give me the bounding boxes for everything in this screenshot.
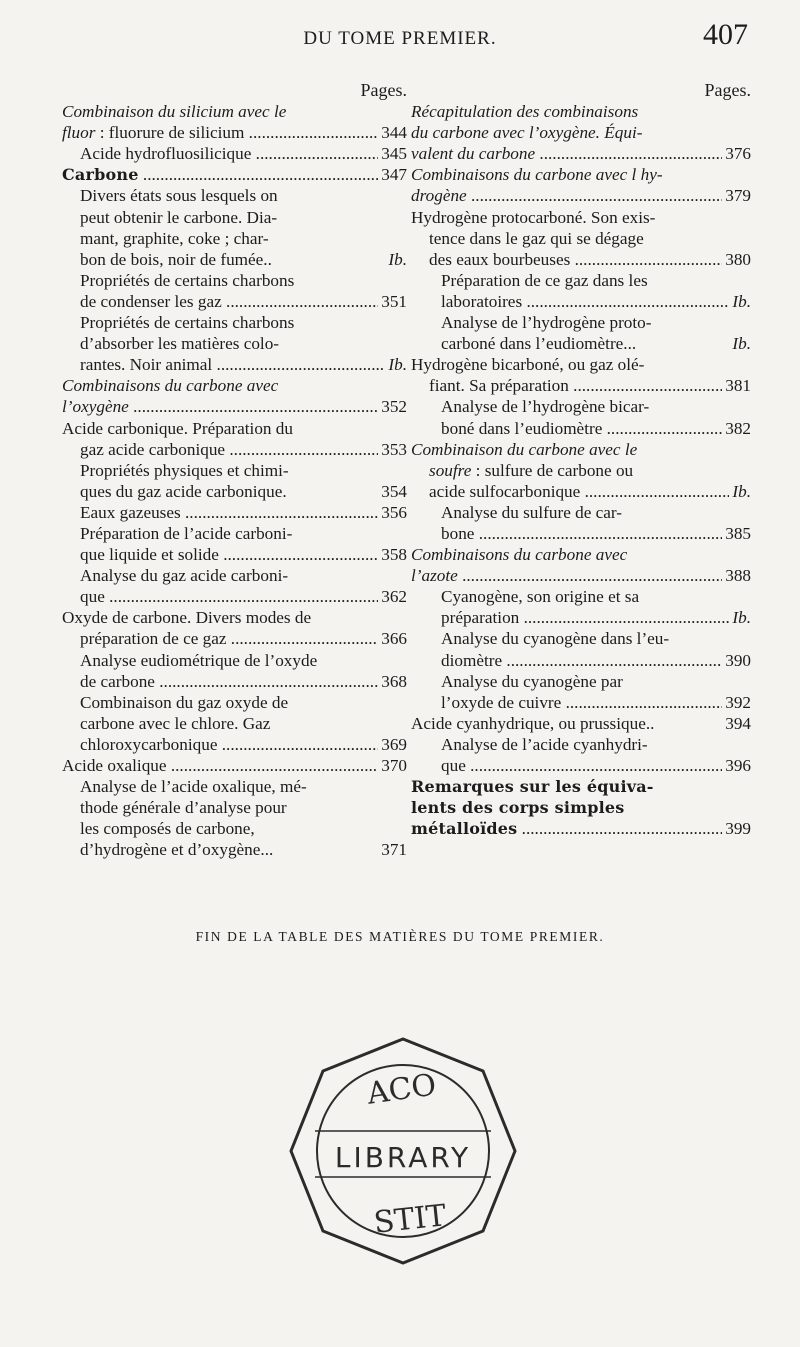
page-ref: 351	[381, 291, 407, 311]
stamp-center-text: LIBRARY	[334, 1141, 472, 1174]
page-ref: 354	[381, 481, 407, 501]
library-stamp	[285, 1033, 521, 1269]
toc-line-rest: : sulfure de carbone ou	[471, 460, 634, 480]
toc-line-text: l’oxyde de cuivre	[441, 692, 562, 712]
toc-line	[411, 502, 751, 523]
toc-line-text: Analyse de l’hydrogène bicar-	[441, 397, 650, 417]
toc-line-text: l’oxygène	[62, 397, 129, 417]
toc-line-text: que	[441, 756, 466, 775]
toc-line	[411, 628, 751, 649]
toc-line-text: tence dans le gaz qui se dégage	[429, 228, 644, 248]
toc-line	[411, 439, 751, 460]
toc-line	[411, 270, 751, 291]
toc-line	[62, 354, 407, 375]
toc-line-text: laboratoires	[441, 291, 523, 311]
toc-line	[62, 396, 407, 417]
toc-line-text: drogène	[411, 186, 467, 206]
toc-line-text: Combinaison du silicium avec le	[62, 102, 287, 122]
running-head	[0, 18, 800, 58]
toc-line-text: carboné dans l’eudiomètre...	[441, 334, 637, 354]
toc-line	[62, 312, 407, 333]
page-ref: Ib.	[732, 481, 751, 501]
toc-line-text: Divers états sous lesquels on	[80, 186, 278, 206]
toc-line	[411, 671, 751, 692]
page-number: 407	[703, 18, 748, 51]
toc-line	[411, 354, 751, 375]
toc-line	[411, 185, 751, 206]
page-ref: 356	[381, 502, 407, 522]
toc-line	[411, 396, 751, 417]
toc-line	[62, 734, 407, 755]
page-ref: 344	[381, 123, 407, 143]
toc-line-text: que liquide et solide	[80, 545, 219, 565]
toc-line	[411, 713, 751, 734]
toc-line-text: Combinaison du gaz oxyde de	[80, 692, 289, 712]
page-ref: 380	[725, 249, 751, 269]
toc-line	[411, 586, 751, 607]
page-ref: 390	[725, 650, 751, 670]
toc-line-text: bon de bois, noir de fumée..	[80, 249, 272, 269]
toc-line-text: acide sulfocarbonique	[429, 481, 581, 501]
toc-line-text: Analyse eudiométrique de l’oxyde	[80, 650, 318, 670]
toc-line	[62, 164, 407, 185]
toc-line	[62, 650, 407, 671]
toc-line-text: Acide carbonique. Préparation du	[62, 418, 293, 438]
toc-line-text: Oxyde de carbone. Divers modes de	[62, 608, 312, 628]
toc-line-text: ques du gaz acide carbonique.	[80, 481, 287, 501]
toc-line	[62, 270, 407, 291]
toc-line-text: rantes. Noir animal	[80, 355, 213, 375]
toc-line-text: Cyanogène, son origine et sa	[441, 587, 640, 607]
toc-line-text: Combinaisons du carbone avec	[411, 545, 628, 565]
toc-line	[62, 291, 407, 312]
toc-line-text: gaz acide carbonique	[80, 439, 226, 459]
page-ref: 366	[381, 629, 407, 649]
toc-line-text: Combinaison du carbone avec le	[411, 439, 638, 459]
page-ref: 368	[381, 671, 407, 691]
toc-line-text: Analyse du sulfure de car-	[441, 502, 623, 522]
toc-line	[62, 228, 407, 249]
page-ref: 370	[381, 756, 407, 775]
toc-line-text: de condenser les gaz	[80, 291, 222, 311]
toc-line	[411, 101, 751, 122]
toc-column-right	[411, 80, 751, 839]
toc-line	[62, 544, 407, 565]
toc-line	[62, 460, 407, 481]
toc-line	[411, 312, 751, 333]
toc-line	[62, 797, 407, 818]
toc-line-text: Analyse du cyanogène par	[441, 671, 623, 691]
toc-line	[411, 249, 751, 270]
toc-line-text: peut obtenir le carbone. Dia-	[80, 207, 278, 227]
toc-line-text: Carbone	[62, 165, 139, 185]
toc-line	[62, 122, 407, 143]
page-ref: 358	[381, 545, 407, 565]
toc-line	[411, 460, 751, 481]
page-ref: Ib.	[732, 291, 751, 311]
toc-line	[62, 818, 407, 839]
toc-line-text: les composés de carbone,	[80, 819, 255, 839]
toc-line	[411, 776, 751, 797]
toc-line	[411, 481, 751, 502]
page-ref: 381	[725, 376, 751, 396]
toc-line-text: Propriétés de certains charbons	[80, 270, 295, 290]
toc-lines-right	[411, 101, 751, 839]
toc-line-text: d’absorber les matières colo-	[80, 334, 280, 354]
toc-line-text: Combinaisons du carbone avec l hy-	[411, 165, 663, 185]
toc-line-text: Hydrogène bicarboné, ou gaz olé-	[411, 355, 645, 375]
toc-line-text: préparation de ce gaz	[80, 629, 227, 649]
page-ref: Ib.	[388, 249, 407, 269]
toc-line-text: Hydrogène protocarboné. Son exis-	[411, 207, 656, 227]
toc-line	[62, 333, 407, 354]
toc-line-text: carbone avec le chlore. Gaz	[80, 713, 271, 733]
toc-line-text: Récapitulation des combinaisons	[411, 102, 639, 122]
toc-line	[62, 713, 407, 734]
toc-line	[62, 586, 407, 607]
page-ref: Ib.	[732, 334, 751, 354]
toc-line	[411, 818, 751, 839]
toc-line	[62, 523, 407, 544]
toc-line	[62, 839, 407, 860]
page-ref: 347	[381, 165, 407, 185]
page-ref: 376	[725, 144, 751, 164]
toc-line-text: Propriétés physiques et chimi-	[80, 460, 289, 480]
toc-line-text: Préparation de ce gaz dans les	[441, 270, 648, 290]
toc-line-rest: : fluorure de silicium	[95, 123, 245, 143]
toc-line	[62, 418, 407, 439]
toc-line-text: Combinaisons du carbone avec	[62, 376, 279, 396]
toc-line-text: l’azote	[411, 566, 458, 586]
toc-line	[411, 544, 751, 565]
toc-line-text: du carbone avec l’oxygène. Équi-	[411, 123, 643, 143]
toc-line	[411, 291, 751, 312]
toc-line	[411, 228, 751, 249]
page-ref: 385	[725, 523, 751, 543]
toc-line-text: Analyse de l’hydrogène proto-	[441, 313, 652, 333]
toc-line	[411, 164, 751, 185]
page-ref: 345	[381, 144, 407, 164]
toc-line	[411, 734, 751, 755]
page-ref: Ib.	[388, 355, 407, 375]
stamp-bottom-text: STIT	[372, 1198, 448, 1241]
toc-line-text: que	[80, 587, 105, 607]
toc-line-text: Analyse du gaz acide carboni-	[80, 566, 289, 586]
toc-line	[62, 439, 407, 460]
toc-line-text: chloroxycarbonique	[80, 734, 218, 754]
toc-line	[62, 607, 407, 628]
toc-line-text: Eaux gazeuses	[80, 502, 181, 522]
toc-line-italic: soufre	[429, 460, 472, 480]
toc-line-text: préparation	[441, 608, 520, 628]
toc-line-text: Acide cyanhydrique, ou prussique..	[411, 713, 655, 733]
end-of-table-note: FIN DE LA TABLE DES MATIÈRES DU TOME PREMIER.	[195, 929, 605, 944]
toc-line	[411, 207, 751, 228]
toc-line	[411, 650, 751, 671]
stamp-ring-text: ACO	[364, 1067, 439, 1112]
page-ref: 362	[381, 587, 407, 607]
toc-line-text: lents des corps simples	[411, 798, 625, 818]
toc-line	[62, 375, 407, 396]
toc-line-text	[429, 461, 633, 480]
running-title: DU TOME PREMIER.	[303, 28, 497, 49]
toc-line-text: des eaux bourbeuses	[429, 249, 571, 269]
page-ref: 399	[725, 819, 751, 839]
toc-line-text: métalloïdes	[411, 819, 518, 839]
toc-line-italic: fluor	[62, 123, 96, 143]
toc-line-text: Remarques sur les équiva-	[411, 777, 654, 797]
toc-line	[411, 755, 751, 776]
toc-line-text: thode générale d’analyse pour	[80, 798, 287, 818]
toc-line	[62, 502, 407, 523]
toc-line-text: diomètre	[441, 650, 503, 670]
toc-line	[62, 101, 407, 122]
toc-line	[411, 565, 751, 586]
toc-line	[62, 671, 407, 692]
toc-line	[411, 122, 751, 143]
toc-line	[62, 692, 407, 713]
page-ref: 371	[381, 840, 407, 860]
page-ref: 369	[381, 734, 407, 754]
pages-label-right: Pages.	[704, 80, 751, 100]
toc-line-text: fiant. Sa préparation	[429, 376, 569, 396]
toc-line-text: Analyse du cyanogène dans l’eu-	[441, 629, 670, 649]
toc-line	[62, 755, 407, 776]
toc-lines-left	[62, 101, 407, 860]
toc-line-text: Analyse de l’acide oxalique, mé-	[80, 777, 307, 797]
toc-line	[62, 185, 407, 206]
toc-line	[411, 607, 751, 628]
toc-line-text: Acide hydrofluosilicique	[80, 144, 252, 164]
toc-line	[62, 776, 407, 797]
page-ref: 392	[725, 692, 751, 712]
page-ref: 379	[725, 186, 751, 206]
toc-line	[411, 333, 751, 354]
toc-line-text: Acide oxalique	[62, 756, 167, 775]
page-ref: 382	[725, 418, 751, 438]
toc-line-text: Propriétés de certains charbons	[80, 313, 295, 333]
toc-line-text: Analyse de l’acide cyanhydri-	[441, 734, 648, 754]
toc-line	[62, 481, 407, 502]
toc-line	[62, 143, 407, 164]
toc-line	[411, 418, 751, 439]
toc-line-text: bone	[441, 523, 475, 543]
toc-line-text: mant, graphite, coke ; char-	[80, 228, 269, 248]
page-ref: 388	[725, 566, 751, 586]
toc-line-text: Préparation de l’acide carboni-	[80, 523, 293, 543]
toc-line	[62, 565, 407, 586]
toc-column-left	[62, 80, 407, 860]
toc-line	[62, 628, 407, 649]
toc-line	[411, 692, 751, 713]
toc-line-text: valent du carbone	[411, 144, 536, 164]
toc-line	[62, 207, 407, 228]
toc-line	[411, 523, 751, 544]
pages-label-left: Pages.	[360, 80, 407, 100]
toc-line	[62, 249, 407, 270]
toc-line-text	[62, 123, 244, 142]
page-ref: Ib.	[732, 608, 751, 628]
toc-line	[411, 797, 751, 818]
page-ref: 396	[725, 756, 751, 775]
page-ref: 353	[381, 439, 407, 459]
toc-line	[411, 143, 751, 164]
toc-line	[411, 375, 751, 396]
page-ref: 394	[725, 713, 751, 733]
toc-line-text: de carbone	[80, 671, 155, 691]
toc-line-text: d’hydrogène et d’oxygène...	[80, 840, 274, 860]
page-ref: 352	[381, 397, 407, 417]
toc-line-text: boné dans l’eudiomètre	[441, 418, 603, 438]
